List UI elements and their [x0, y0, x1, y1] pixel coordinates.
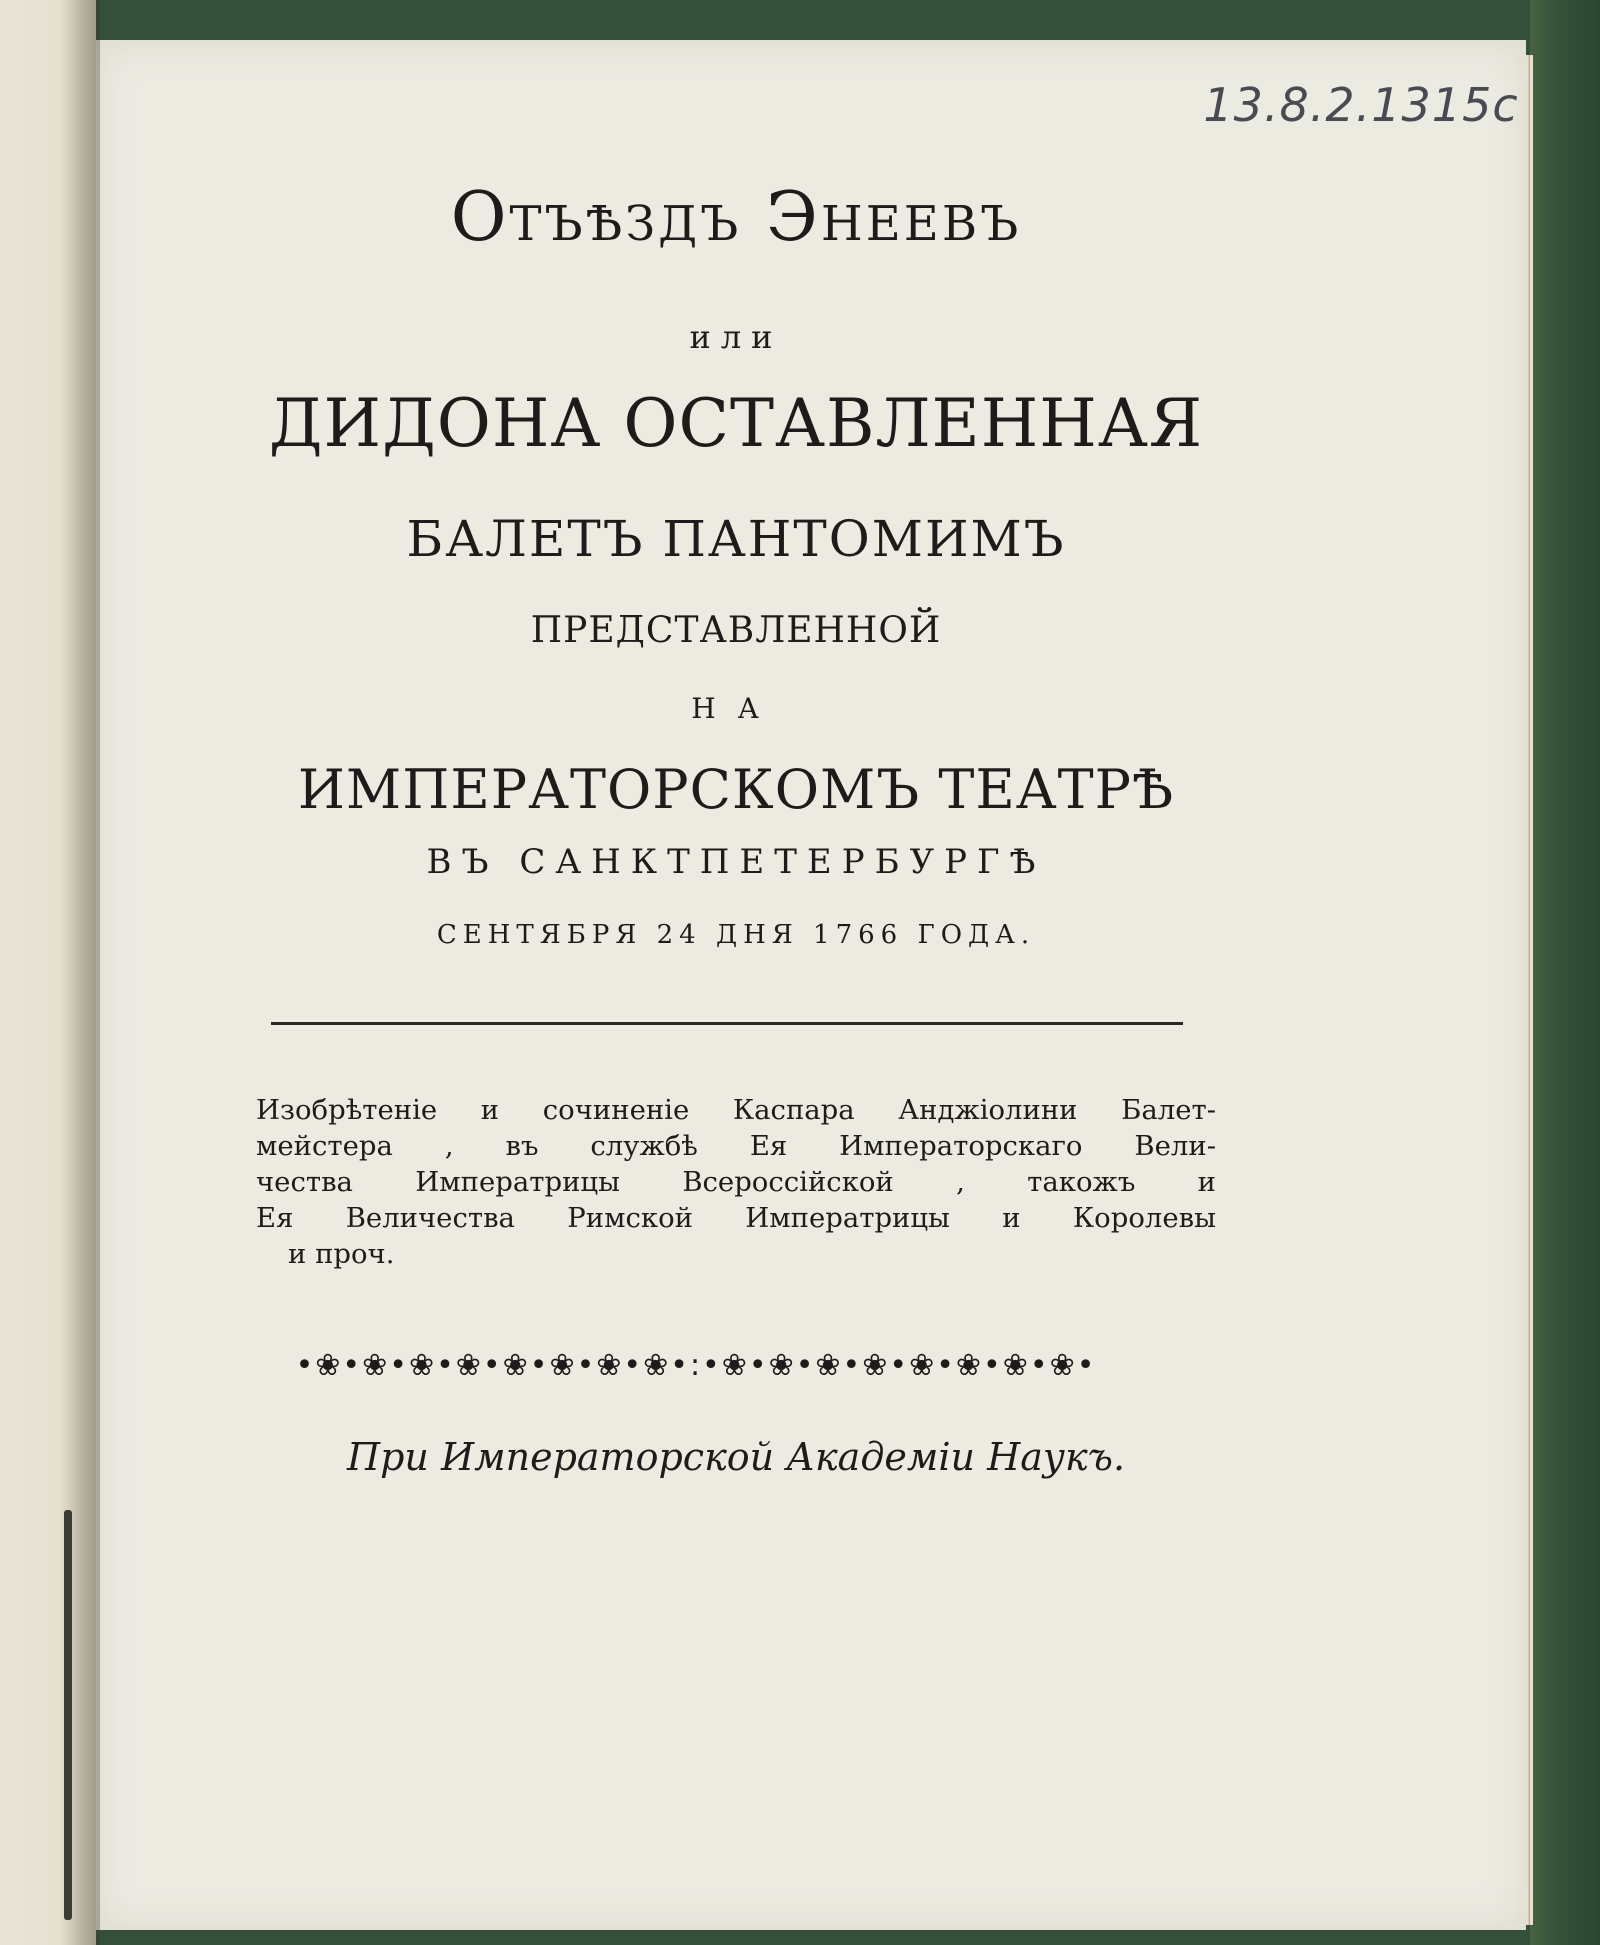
shelfmark-pencil-note: 13.8.2.1315c: [1203, 78, 1519, 132]
title-line-2: ДИДОНА ОСТАВЛЕННАЯ: [268, 385, 1204, 462]
spine-crack: [64, 1510, 72, 1920]
connector-ili: или: [689, 318, 783, 356]
title-page: [96, 40, 1526, 1930]
green-cloth-binding: [1530, 0, 1600, 1945]
date-line: СЕНТЯБРЯ 24 ДНЯ 1766 ГОДА.: [436, 920, 1036, 950]
connector-na: НА: [691, 692, 781, 725]
city-line: ВЪ САНКТПЕТЕРБУРГѢ: [426, 842, 1046, 882]
publisher-imprint: При Императорской Академіи Наукъ.: [346, 1435, 1126, 1479]
ornamental-band: •❀•❀•❀•❀•❀•❀•❀•❀•:•❀•❀•❀•❀•❀•❀•❀•❀•: [295, 1348, 1097, 1383]
author-line: и проч.: [288, 1238, 395, 1270]
author-line: Изобрѣтеніе и сочиненіе Каспара Анджіолини Балет-: [256, 1094, 1216, 1126]
performed-line: ПРЕДСТАВЛЕННОЙ: [530, 610, 942, 651]
subtitle: БАЛЕТЪ ПАНТОМИМЪ: [406, 510, 1066, 568]
author-statement: [256, 1092, 1216, 1272]
title-line-1: Отъѣздъ Энеевъ: [450, 178, 1022, 257]
author-line: чества Императрицы Всероссійской , такожъ и: [256, 1166, 1216, 1198]
horizontal-rule: [271, 1022, 1183, 1025]
author-line: Ея Величества Римской Императрицы и Королевы: [256, 1202, 1216, 1234]
theatre-line: ИМПЕРАТОРСКОМЪ ТЕАТРѢ: [297, 758, 1175, 821]
author-line: мейстера , въ службѣ Ея Императорскаго Вели-: [256, 1130, 1216, 1162]
